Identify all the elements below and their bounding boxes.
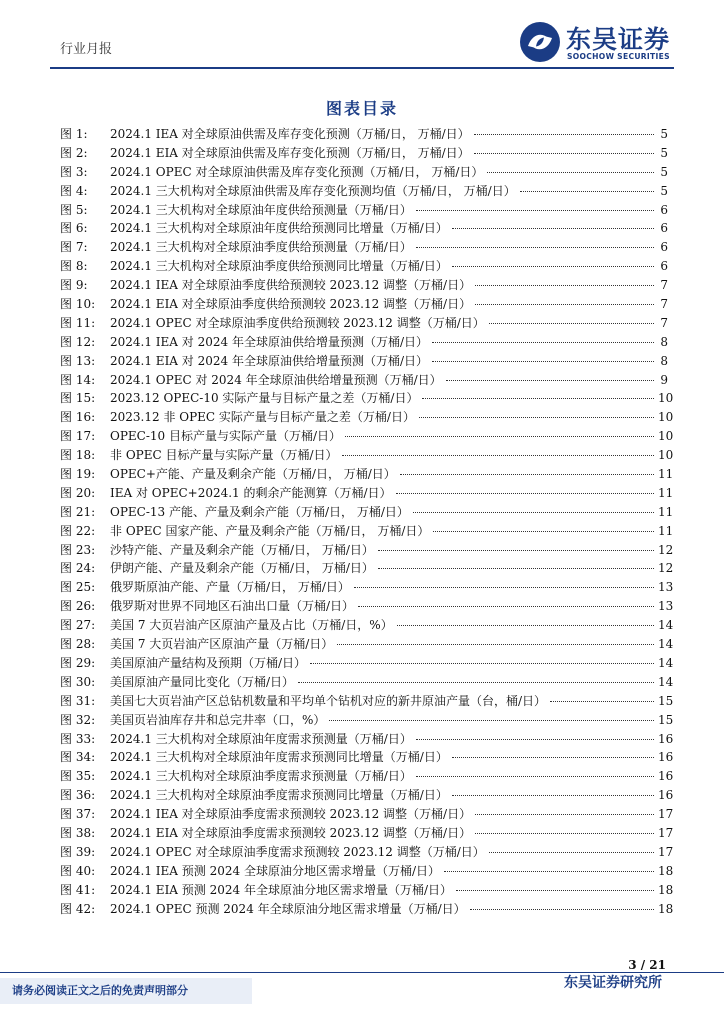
toc-entry-title: 非 OPEC 国家产能、产量及剩余产能（万桶/日， 万桶/日） bbox=[110, 523, 430, 538]
toc-entry-title: 2023.12 非 OPEC 实际产量与目标产量之差（万桶/日） bbox=[110, 410, 415, 425]
toc-entry-label: 图 2: bbox=[60, 145, 88, 160]
toc-entry-label: 图 41: bbox=[60, 882, 96, 897]
toc-entry-title: 美国七大页岩油产区总钻机数量和平均单个钻机对应的新井原油产量（台，桶/日） bbox=[110, 693, 547, 708]
report-type-label: 行业月报 bbox=[60, 42, 113, 57]
toc-leader-dots bbox=[475, 814, 654, 815]
toc-entry[interactable] bbox=[60, 673, 674, 692]
toc-entry[interactable] bbox=[60, 767, 674, 786]
toc-entry-title: 美国原油产量结构及预期（万桶/日） bbox=[110, 655, 307, 670]
toc-entry-title: 美国 7 大页岩油产区原油产量（万桶/日） bbox=[110, 637, 334, 652]
toc-entry[interactable] bbox=[60, 805, 674, 824]
toc-leader-dots bbox=[456, 890, 654, 891]
toc-entry-title: 2024.1 三大机构对全球原油季度供给预测同比增量（万桶/日） bbox=[110, 259, 448, 274]
toc-leader-dots bbox=[378, 550, 654, 551]
toc-entry-label: 图 37: bbox=[60, 807, 96, 822]
toc-entry-label: 图 9: bbox=[60, 278, 88, 293]
toc-entry[interactable] bbox=[60, 238, 668, 257]
toc-entry-page: 17 bbox=[658, 825, 674, 840]
toc-leader-dots bbox=[400, 474, 654, 475]
toc-entry-page: 6 bbox=[660, 221, 668, 236]
toc-entry-title: 2024.1 三大机构对全球原油供需及库存变化预测均值（万桶/日， 万桶/日） bbox=[110, 183, 516, 198]
toc-entry[interactable] bbox=[60, 314, 668, 333]
toc-entry-label: 图 40: bbox=[60, 863, 96, 878]
toc-entry-page: 15 bbox=[658, 693, 674, 708]
toc-entry-title: 俄罗斯对世界不同地区石油出口量（万桶/日） bbox=[110, 599, 355, 614]
toc-entry-title: 2024.1 EIA 对 2024 年全球原油供给增量预测（万桶/日） bbox=[110, 353, 428, 368]
toc-entry-label: 图 20: bbox=[60, 485, 96, 500]
toc-entry-page: 16 bbox=[658, 788, 674, 803]
toc-entry-title: 2024.1 OPEC 对全球原油季度需求预测较 2023.12 调整（万桶/日） bbox=[110, 844, 485, 859]
toc-entry-label: 图 31: bbox=[60, 693, 96, 708]
toc-leader-dots bbox=[354, 587, 654, 588]
toc-entry-page: 18 bbox=[658, 882, 674, 897]
toc-entry-page: 11 bbox=[658, 485, 674, 500]
toc-entry[interactable] bbox=[60, 843, 674, 862]
toc-title: 图表目录 bbox=[325, 99, 398, 118]
toc-entry[interactable] bbox=[60, 597, 674, 616]
toc-entry-title: 非 OPEC 目标产量与实际产量（万桶/日） bbox=[110, 448, 338, 463]
toc-entry-page: 14 bbox=[658, 674, 674, 689]
toc-leader-dots bbox=[329, 720, 654, 721]
toc-entry-title: 2024.1 EIA 预测 2024 年全球原油分地区需求增量（万桶/日） bbox=[110, 882, 452, 897]
toc-leader-dots bbox=[487, 172, 654, 173]
toc-entry-page: 14 bbox=[658, 655, 674, 670]
toc-entry-title: OPEC-10 目标产量与实际产量（万桶/日） bbox=[110, 429, 342, 444]
toc-entry-label: 图 19: bbox=[60, 467, 96, 482]
toc-entry-page: 10 bbox=[658, 429, 674, 444]
toc-leader-dots bbox=[419, 417, 654, 418]
toc-entry-label: 图 30: bbox=[60, 674, 96, 689]
toc-leader-dots bbox=[416, 739, 654, 740]
toc-entry[interactable] bbox=[60, 522, 674, 541]
toc-leader-dots bbox=[452, 795, 654, 796]
toc-entry-title: 2024.1 三大机构对全球原油年度供给预测同比增量（万桶/日） bbox=[110, 221, 448, 236]
toc-leader-dots bbox=[416, 210, 654, 211]
toc-entry-title: 2024.1 三大机构对全球原油季度需求预测量（万桶/日） bbox=[110, 769, 412, 784]
toc-leader-dots bbox=[470, 909, 654, 910]
toc-entry-page: 5 bbox=[660, 127, 668, 141]
toc-entry-page: 18 bbox=[658, 901, 674, 916]
toc-entry-page: 15 bbox=[658, 712, 674, 727]
toc-entry-label: 图 27: bbox=[60, 618, 96, 633]
toc-leader-dots bbox=[378, 568, 654, 569]
toc-entry-title: 俄罗斯原油产能、产量（万桶/日， 万桶/日） bbox=[110, 580, 350, 595]
toc-entry[interactable] bbox=[60, 824, 674, 843]
header-divider bbox=[50, 67, 674, 69]
toc-entry-label: 图 26: bbox=[60, 599, 96, 614]
toc-leader-dots bbox=[416, 247, 654, 248]
toc-entry[interactable] bbox=[60, 900, 674, 919]
toc-entry[interactable] bbox=[60, 257, 668, 276]
toc-entry-page: 9 bbox=[660, 372, 668, 387]
toc-leader-dots bbox=[452, 228, 654, 229]
toc-entry-page: 12 bbox=[658, 542, 674, 557]
toc-entry[interactable] bbox=[60, 465, 674, 484]
toc-entry[interactable] bbox=[60, 654, 674, 673]
toc-entry-label: 图 16: bbox=[60, 410, 96, 425]
toc-entry-title: 2024.1 IEA 对全球原油季度需求预测较 2023.12 调整（万桶/日） bbox=[110, 807, 472, 822]
toc-entry[interactable] bbox=[60, 201, 668, 220]
toc-entry-label: 图 34: bbox=[60, 750, 96, 765]
toc-entry-title: 2024.1 EIA 对全球原油季度供给预测较 2023.12 调整（万桶/日） bbox=[110, 297, 472, 312]
toc-entry-title: OPEC+产能、产量及剩余产能（万桶/日， 万桶/日） bbox=[110, 467, 396, 482]
toc-entry-label: 图 8: bbox=[60, 259, 88, 274]
toc-leader-dots bbox=[475, 304, 654, 305]
toc-leader-dots bbox=[444, 871, 654, 872]
toc-entry-page: 5 bbox=[660, 183, 668, 198]
toc-entry-page: 13 bbox=[658, 580, 674, 595]
toc-entry-label: 图 22: bbox=[60, 523, 96, 538]
toc-leader-dots bbox=[298, 682, 654, 683]
toc-leader-dots bbox=[475, 833, 654, 834]
company-name-cn: 东吴证券 bbox=[566, 25, 671, 54]
toc-entry[interactable] bbox=[60, 503, 674, 522]
toc-entry[interactable] bbox=[60, 389, 674, 408]
toc-entry-label: 图 25: bbox=[60, 580, 96, 595]
toc-entry-label: 图 28: bbox=[60, 637, 96, 652]
toc-entry[interactable] bbox=[60, 786, 674, 805]
toc-leader-dots bbox=[474, 134, 654, 135]
toc-entry-page: 10 bbox=[658, 448, 674, 463]
toc-entry-title: 2024.1 EIA 对全球原油季度需求预测较 2023.12 调整（万桶/日） bbox=[110, 825, 472, 840]
toc-entry-page: 5 bbox=[660, 145, 668, 160]
toc-leader-dots bbox=[337, 644, 654, 645]
toc-entry[interactable] bbox=[60, 408, 674, 427]
toc-entry-page: 14 bbox=[658, 618, 674, 633]
toc-entry-title: 美国原油产量同比变化（万桶/日） bbox=[110, 674, 295, 689]
toc-entry-title: 2024.1 OPEC 预测 2024 年全球原油分地区需求增量（万桶/日） bbox=[110, 901, 466, 916]
toc-entry-page: 16 bbox=[658, 769, 674, 784]
toc-leader-dots bbox=[433, 531, 654, 532]
toc-entry-page: 16 bbox=[658, 750, 674, 765]
toc-entry-page: 11 bbox=[658, 504, 674, 519]
research-institute-name: 东吴证券研究所 bbox=[564, 975, 662, 991]
toc-entry-title: 2024.1 OPEC 对全球原油供需及库存变化预测（万桶/日， 万桶/日） bbox=[110, 164, 484, 179]
company-logo bbox=[518, 20, 678, 64]
toc-entry[interactable] bbox=[60, 730, 674, 749]
toc-leader-dots bbox=[358, 606, 654, 607]
toc-entry-title: 伊朗产能、产量及剩余产能（万桶/日， 万桶/日） bbox=[110, 561, 374, 576]
toc-entry-label: 图 14: bbox=[60, 372, 96, 387]
toc-leader-dots bbox=[452, 757, 654, 758]
toc-leader-dots bbox=[432, 361, 654, 362]
toc-leader-dots bbox=[489, 323, 654, 324]
toc-entry-page: 5 bbox=[660, 164, 668, 179]
toc-entry-label: 图 3: bbox=[60, 164, 88, 179]
toc-entry-page: 6 bbox=[660, 259, 668, 274]
toc-entry[interactable] bbox=[60, 578, 674, 597]
toc-entry-title: 2024.1 三大机构对全球原油季度供给预测量（万桶/日） bbox=[110, 240, 412, 255]
toc-entry-page: 17 bbox=[658, 844, 674, 859]
toc-entry-title: 2024.1 OPEC 对全球原油季度供给预测较 2023.12 调整（万桶/日） bbox=[110, 315, 485, 330]
toc-entry-page: 7 bbox=[660, 297, 668, 312]
toc-entry[interactable] bbox=[60, 333, 668, 352]
toc-entry[interactable] bbox=[60, 559, 674, 578]
toc-entry-label: 图 1: bbox=[60, 127, 88, 141]
toc-entry[interactable] bbox=[60, 446, 674, 465]
toc-entry[interactable] bbox=[60, 711, 674, 730]
toc-entry-page: 8 bbox=[660, 334, 668, 349]
toc-leader-dots bbox=[310, 663, 654, 664]
toc-entry-label: 图 17: bbox=[60, 429, 96, 444]
toc-entry-page: 18 bbox=[658, 863, 674, 878]
toc-entry[interactable] bbox=[60, 371, 668, 390]
toc-entry[interactable] bbox=[60, 862, 674, 881]
toc-leader-dots bbox=[413, 512, 654, 513]
toc-entry-page: 7 bbox=[660, 278, 668, 293]
toc-entry-label: 图 35: bbox=[60, 769, 96, 784]
toc-entry[interactable] bbox=[60, 352, 668, 371]
toc-entry-label: 图 33: bbox=[60, 731, 96, 746]
toc-entry[interactable] bbox=[60, 182, 668, 201]
toc-entry-page: 14 bbox=[658, 637, 674, 652]
toc-entry-page: 7 bbox=[660, 315, 668, 330]
toc-entry[interactable] bbox=[60, 635, 674, 654]
toc-leader-dots bbox=[489, 852, 654, 853]
toc-entry-title: 2023.12 OPEC-10 实际产量与目标产量之差（万桶/日） bbox=[110, 391, 419, 406]
toc-entry-label: 图 32: bbox=[60, 712, 96, 727]
toc-entry-title: 2024.1 EIA 对全球原油供需及库存变化预测（万桶/日， 万桶/日） bbox=[110, 145, 470, 160]
toc-entry-page: 6 bbox=[660, 202, 668, 217]
toc-leader-dots bbox=[475, 285, 654, 286]
toc-entry-label: 图 6: bbox=[60, 221, 88, 236]
toc-entry-label: 图 29: bbox=[60, 655, 96, 670]
toc-leader-dots bbox=[520, 191, 654, 192]
toc-leader-dots bbox=[446, 380, 654, 381]
toc-leader-dots bbox=[452, 266, 654, 267]
toc-entry-page: 8 bbox=[660, 353, 668, 368]
toc-entry-label: 图 24: bbox=[60, 561, 96, 576]
toc-leader-dots bbox=[432, 342, 654, 343]
toc-entry-page: 12 bbox=[658, 561, 674, 576]
toc-entry-label: 图 12: bbox=[60, 334, 96, 349]
toc-entry-label: 图 13: bbox=[60, 353, 96, 368]
toc-entry-page: 16 bbox=[658, 731, 674, 746]
toc-entry-page: 10 bbox=[658, 410, 674, 425]
toc-entry-label: 图 23: bbox=[60, 542, 96, 557]
company-logo-mark-icon bbox=[518, 20, 562, 64]
toc-leader-dots bbox=[345, 436, 654, 437]
toc-entry[interactable] bbox=[60, 427, 674, 446]
toc-entry-label: 图 36: bbox=[60, 788, 96, 803]
toc-entry[interactable] bbox=[60, 484, 674, 503]
toc-entry-label: 图 15: bbox=[60, 391, 96, 406]
toc-entry[interactable] bbox=[60, 616, 674, 635]
toc-entry[interactable] bbox=[60, 295, 668, 314]
toc-entry-label: 图 38: bbox=[60, 825, 96, 840]
toc-entry-page: 11 bbox=[658, 467, 674, 482]
toc-entry-title: IEA 对 OPEC+2024.1 的剩余产能测算（万桶/日） bbox=[110, 485, 392, 500]
toc-entry-page: 6 bbox=[660, 240, 668, 255]
toc-entry-label: 图 42: bbox=[60, 901, 96, 916]
toc-entry-title: 2024.1 IEA 对全球原油供需及库存变化预测（万桶/日， 万桶/日） bbox=[110, 127, 470, 141]
toc-entry-title: 2024.1 IEA 对全球原油季度供给预测较 2023.12 调整（万桶/日） bbox=[110, 278, 472, 293]
page-number: 3 / 21 bbox=[628, 958, 666, 972]
toc-entry-page: 10 bbox=[658, 391, 674, 406]
toc-leader-dots bbox=[396, 493, 654, 494]
toc-entry-page: 13 bbox=[658, 599, 674, 614]
toc-entry-title: 2024.1 三大机构对全球原油年度供给预测量（万桶/日） bbox=[110, 202, 412, 217]
toc-entry-title: OPEC-13 产能、产量及剩余产能（万桶/日， 万桶/日） bbox=[110, 504, 409, 519]
toc-entry[interactable] bbox=[60, 163, 668, 182]
toc-entry-page: 17 bbox=[658, 807, 674, 822]
toc-leader-dots bbox=[474, 153, 654, 154]
toc-entry-label: 图 10: bbox=[60, 297, 96, 312]
toc-entry-page: 11 bbox=[658, 523, 674, 538]
toc-entry-title: 美国页岩油库存井和总完井率（口，%） bbox=[110, 712, 326, 727]
toc-entry-label: 图 4: bbox=[60, 183, 88, 198]
toc-entry-title: 2024.1 三大机构对全球原油季度需求预测同比增量（万桶/日） bbox=[110, 788, 448, 803]
toc-entry-title: 2024.1 三大机构对全球原油年度需求预测量（万桶/日） bbox=[110, 731, 412, 746]
toc-entry[interactable] bbox=[60, 748, 674, 767]
toc-entry-title: 2024.1 IEA 预测 2024 全球原油分地区需求增量（万桶/日） bbox=[110, 863, 440, 878]
toc-entry[interactable] bbox=[60, 144, 668, 163]
toc-entry-label: 图 11: bbox=[60, 315, 96, 330]
toc-entry[interactable] bbox=[60, 541, 674, 560]
disclaimer-notice: 请务必阅读正文之后的免责声明部分 bbox=[0, 978, 252, 1004]
toc-entry-label: 图 7: bbox=[60, 240, 88, 255]
toc-entry[interactable] bbox=[60, 276, 668, 295]
toc-entry-title: 2024.1 IEA 对 2024 年全球原油供给增量预测（万桶/日） bbox=[110, 334, 428, 349]
toc-entry[interactable] bbox=[60, 692, 674, 711]
toc-leader-dots bbox=[342, 455, 654, 456]
toc-entry[interactable] bbox=[60, 125, 668, 144]
toc-entry-title: 沙特产能、产量及剩余产能（万桶/日， 万桶/日） bbox=[110, 542, 374, 557]
toc-leader-dots bbox=[397, 625, 654, 626]
toc-entry-title: 美国 7 大页岩油产区原油产量及占比（万桶/日，%） bbox=[110, 618, 393, 633]
toc-entry-label: 图 18: bbox=[60, 448, 96, 463]
toc-leader-dots bbox=[550, 701, 654, 702]
toc-entry-label: 图 21: bbox=[60, 504, 96, 519]
toc-entry[interactable] bbox=[60, 881, 674, 900]
toc-list bbox=[60, 125, 674, 918]
toc-leader-dots bbox=[416, 776, 654, 777]
toc-entry[interactable] bbox=[60, 219, 668, 238]
toc-entry-title: 2024.1 三大机构对全球原油年度需求预测同比增量（万桶/日） bbox=[110, 750, 448, 765]
toc-entry-label: 图 5: bbox=[60, 202, 88, 217]
toc-leader-dots bbox=[422, 398, 654, 399]
company-name-en: SOOCHOW SECURITIES bbox=[567, 52, 670, 61]
toc-entry-title: 2024.1 OPEC 对 2024 年全球原油供给增量预测（万桶/日） bbox=[110, 372, 442, 387]
toc-entry-label: 图 39: bbox=[60, 844, 96, 859]
